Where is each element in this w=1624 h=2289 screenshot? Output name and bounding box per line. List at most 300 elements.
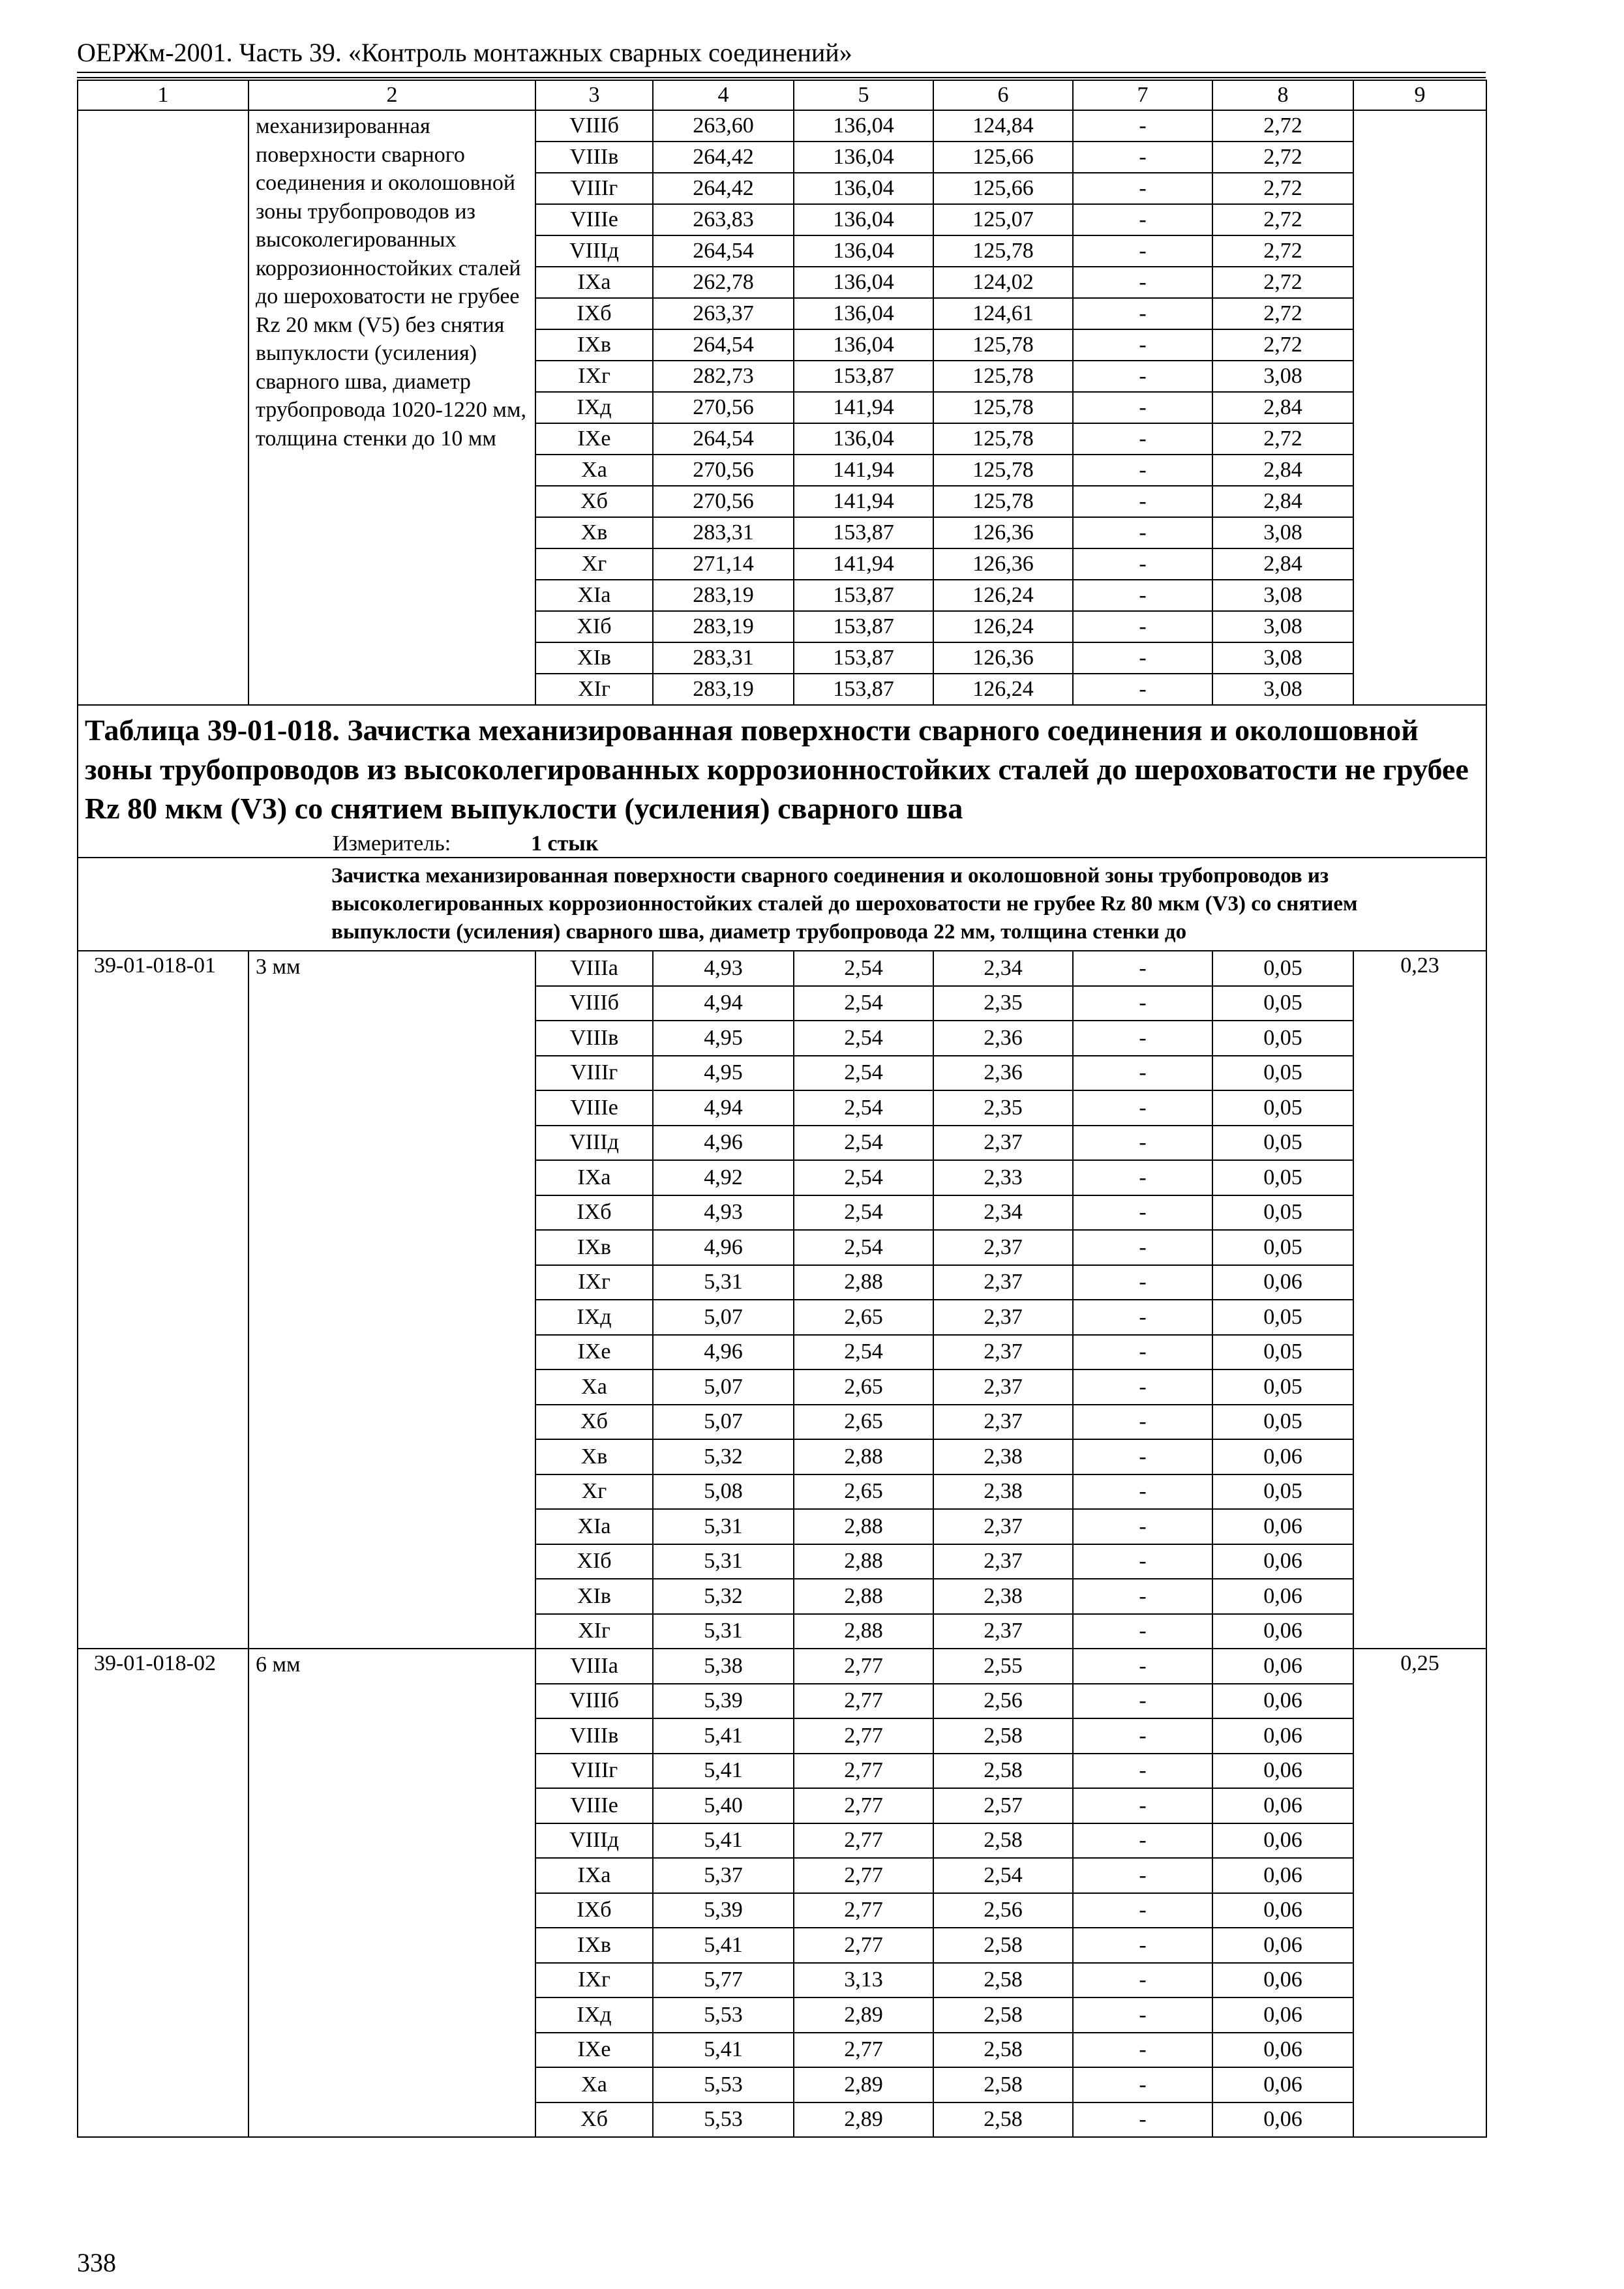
cell-machinist-wages: 2,72 [1212, 110, 1353, 142]
cell-machine-cost: 125,78 [933, 235, 1073, 267]
cell-machinist-wages: 0,05 [1212, 1160, 1353, 1195]
cell-labor-cost: 2,77 [794, 1893, 933, 1928]
cell-machinist-wages: 0,05 [1212, 1056, 1353, 1091]
cell-labor-cost: 2,77 [794, 1788, 933, 1823]
cell-materials-cost: - [1073, 674, 1212, 705]
measurement-unit [85, 828, 1478, 857]
cell-total-cost: 5,40 [653, 1788, 794, 1823]
cell-total-cost: 5,07 [653, 1369, 794, 1405]
cell-materials-cost: - [1073, 1160, 1212, 1195]
cell-materials-cost: - [1073, 486, 1212, 517]
cell-resource-class: VIIIд [535, 235, 653, 267]
cell-resource-class: VIIIб [535, 986, 653, 1021]
cell-machinist-wages: 0,06 [1212, 1265, 1353, 1300]
table-row [78, 1649, 1486, 1684]
cell-machinist-wages: 0,05 [1212, 1369, 1353, 1405]
cell-resource-class: VIIIе [535, 1090, 653, 1126]
column-number-7: 7 [1073, 80, 1212, 110]
cell-total-cost: 5,39 [653, 1893, 794, 1928]
cell-labor-cost: 2,65 [794, 1300, 933, 1335]
cell-labor-cost: 2,65 [794, 1405, 933, 1440]
cell-labor-cost: 2,77 [794, 2033, 933, 2068]
cell-labor-cost: 2,54 [794, 1230, 933, 1265]
cell-materials-cost: - [1073, 2067, 1212, 2102]
cell-resource-class: Xб [535, 486, 653, 517]
column-number-3: 3 [535, 80, 653, 110]
cell-materials-cost: - [1073, 392, 1212, 423]
cell-machinist-wages: 0,06 [1212, 1858, 1353, 1893]
cell-labor-cost: 2,54 [794, 1195, 933, 1231]
cell-machine-cost: 2,37 [933, 1509, 1073, 1544]
cell-total-cost: 271,14 [653, 548, 794, 580]
cell-total-cost: 4,94 [653, 986, 794, 1021]
cell-materials-cost: - [1073, 1858, 1212, 1893]
cell-labor-cost: 2,54 [794, 951, 933, 986]
cell-materials-cost: - [1073, 361, 1212, 392]
cell-machinist-wages: 3,08 [1212, 361, 1353, 392]
cell-total-cost: 5,53 [653, 2102, 794, 2138]
work-description: механизированная поверхности сварного соединения и околошовной зоны трубопроводов из высоколегированных коррозионностойких сталей до шероховатости не грубее Rz 20 мкм (V5) без снятия выпуклости (усиления) сварного шва, диаметр трубопровода 1020-1220 мм, толщина стенки до 10 мм [248, 110, 535, 705]
cell-labor-cost: 2,54 [794, 1335, 933, 1370]
cell-machine-cost: 2,58 [933, 2033, 1073, 2068]
cell-resource-class: IXе [535, 2033, 653, 2068]
cell-total-cost: 283,31 [653, 517, 794, 548]
cell-total-cost: 5,77 [653, 1963, 794, 1998]
cell-machinist-wages: 0,06 [1212, 1509, 1353, 1544]
cell-materials-cost: - [1073, 1056, 1212, 1091]
cell-total-cost: 263,60 [653, 110, 794, 142]
cell-materials-cost: - [1073, 298, 1212, 329]
cell-machinist-wages: 0,06 [1212, 1684, 1353, 1719]
cell-resource-class: Xа [535, 455, 653, 486]
cell-machinist-wages: 0,06 [1212, 1718, 1353, 1754]
cell-machine-cost: 2,38 [933, 1579, 1073, 1614]
cell-labor-cost: 136,04 [794, 329, 933, 361]
cell-total-cost: 5,32 [653, 1579, 794, 1614]
cell-labor-cost: 2,54 [794, 986, 933, 1021]
cell-materials-cost: - [1073, 1649, 1212, 1684]
cell-labor-cost: 136,04 [794, 110, 933, 142]
cell-total-cost: 5,32 [653, 1439, 794, 1474]
cell-materials-cost: - [1073, 2033, 1212, 2068]
table-section-header [78, 705, 1486, 858]
cell-total-cost: 283,19 [653, 580, 794, 611]
cell-resource-class: IXе [535, 423, 653, 455]
cell-machinist-wages: 0,05 [1212, 1300, 1353, 1335]
cell-labor-cost: 141,94 [794, 486, 933, 517]
cell-machinist-wages: 0,05 [1212, 951, 1353, 986]
cell-labor-cost: 2,77 [794, 1649, 933, 1684]
measurement-label: Измеритель: [333, 831, 451, 856]
cell-resource-class: VIIIд [535, 1126, 653, 1161]
cell-labor-cost: 2,54 [794, 1160, 933, 1195]
cell-materials-cost: - [1073, 173, 1212, 204]
cell-labor-cost: 153,87 [794, 611, 933, 642]
cell-machine-cost: 124,02 [933, 267, 1073, 298]
cell-resource-class: IXд [535, 1300, 653, 1335]
cell-machinist-wages: 0,06 [1212, 1544, 1353, 1579]
cell-materials-cost: - [1073, 204, 1212, 235]
cell-machine-cost: 125,66 [933, 142, 1073, 173]
cell-machine-cost: 2,37 [933, 1265, 1073, 1300]
cell-machine-cost: 125,78 [933, 392, 1073, 423]
cell-materials-cost: - [1073, 1126, 1212, 1161]
cell-materials-cost: - [1073, 329, 1212, 361]
cell-total-cost: 5,41 [653, 1718, 794, 1754]
cell-labor-cost: 136,04 [794, 267, 933, 298]
cell-labor-cost: 2,54 [794, 1126, 933, 1161]
cell-labor-cost: 2,89 [794, 2067, 933, 2102]
cell-labor-cost: 2,89 [794, 1997, 933, 2033]
cell-machine-cost: 2,58 [933, 1928, 1073, 1963]
cell-labor-cost: 136,04 [794, 142, 933, 173]
cell-total-cost: 264,54 [653, 329, 794, 361]
cell-machinist-wages: 0,06 [1212, 2102, 1353, 2138]
cell-machinist-wages: 3,08 [1212, 674, 1353, 705]
cell-labor-cost: 136,04 [794, 298, 933, 329]
cell-machine-cost: 125,78 [933, 361, 1073, 392]
cell-total-cost: 282,73 [653, 361, 794, 392]
cell-materials-cost: - [1073, 1579, 1212, 1614]
column-9-value: 0,23 [1353, 951, 1486, 1649]
table-row [78, 110, 1486, 142]
cell-total-cost: 270,56 [653, 392, 794, 423]
cell-machinist-wages: 0,06 [1212, 1823, 1353, 1859]
cell-resource-class: IXв [535, 1230, 653, 1265]
cell-resource-class: VIIIг [535, 1056, 653, 1091]
cell-resource-class: IXб [535, 1893, 653, 1928]
cell-materials-cost: - [1073, 1090, 1212, 1126]
cell-labor-cost: 3,13 [794, 1963, 933, 1998]
cell-labor-cost: 141,94 [794, 548, 933, 580]
cell-resource-class: VIIIа [535, 1649, 653, 1684]
cell-resource-class: VIIIд [535, 1823, 653, 1859]
column-number-1: 1 [78, 80, 248, 110]
cell-total-cost: 5,37 [653, 1858, 794, 1893]
cell-machine-cost: 2,57 [933, 1788, 1073, 1823]
cell-machinist-wages: 0,06 [1212, 1997, 1353, 2033]
cell-total-cost: 283,19 [653, 674, 794, 705]
cell-total-cost: 5,41 [653, 1754, 794, 1789]
cell-total-cost: 5,38 [653, 1649, 794, 1684]
cell-machinist-wages: 0,06 [1212, 2067, 1353, 2102]
cell-resource-class: Xа [535, 1369, 653, 1405]
column-number-2: 2 [248, 80, 535, 110]
cell-machine-cost: 2,55 [933, 1649, 1073, 1684]
cell-total-cost: 5,53 [653, 2067, 794, 2102]
cell-resource-class: VIIIг [535, 173, 653, 204]
cell-machinist-wages: 0,05 [1212, 1230, 1353, 1265]
cell-resource-class: IXд [535, 1997, 653, 2033]
cell-labor-cost: 2,65 [794, 1369, 933, 1405]
cell-materials-cost: - [1073, 1021, 1212, 1056]
cell-machinist-wages: 0,05 [1212, 1021, 1353, 1056]
cell-resource-class: Xг [535, 1474, 653, 1510]
cell-machine-cost: 126,36 [933, 548, 1073, 580]
cell-total-cost: 5,41 [653, 2033, 794, 2068]
section-title-row [78, 705, 1486, 858]
cell-resource-class: XIв [535, 642, 653, 674]
cell-labor-cost: 2,88 [794, 1579, 933, 1614]
cell-materials-cost: - [1073, 1963, 1212, 1998]
cell-resource-class: XIа [535, 580, 653, 611]
cell-materials-cost: - [1073, 2102, 1212, 2138]
cell-total-cost: 264,54 [653, 423, 794, 455]
cell-materials-cost: - [1073, 1684, 1212, 1719]
cell-resource-class: XIб [535, 611, 653, 642]
cell-materials-cost: - [1073, 455, 1212, 486]
cell-materials-cost: - [1073, 1544, 1212, 1579]
cell-materials-cost: - [1073, 517, 1212, 548]
cell-total-cost: 262,78 [653, 267, 794, 298]
cell-machinist-wages: 3,08 [1212, 580, 1353, 611]
cell-total-cost: 5,53 [653, 1997, 794, 2033]
cell-resource-class: IXг [535, 1963, 653, 1998]
cell-labor-cost: 136,04 [794, 235, 933, 267]
cell-materials-cost: - [1073, 1788, 1212, 1823]
cell-machine-cost: 2,38 [933, 1474, 1073, 1510]
cell-machine-cost: 126,24 [933, 611, 1073, 642]
cell-machine-cost: 2,33 [933, 1160, 1073, 1195]
measurement-value: 1 стык [531, 831, 599, 856]
wall-thickness: 6 мм [248, 1649, 535, 2137]
cell-labor-cost: 136,04 [794, 204, 933, 235]
cell-total-cost: 263,83 [653, 204, 794, 235]
cell-machinist-wages: 0,06 [1212, 1788, 1353, 1823]
cell-resource-class: IXв [535, 329, 653, 361]
cell-machinist-wages: 2,72 [1212, 298, 1353, 329]
cell-machine-cost: 2,37 [933, 1126, 1073, 1161]
cell-resource-class: IXг [535, 1265, 653, 1300]
cell-labor-cost: 153,87 [794, 642, 933, 674]
cell-labor-cost: 2,54 [794, 1056, 933, 1091]
column-number-4: 4 [653, 80, 794, 110]
cell-total-cost: 5,07 [653, 1405, 794, 1440]
cell-resource-class: VIIIг [535, 1754, 653, 1789]
cell-machine-cost: 2,36 [933, 1021, 1073, 1056]
cell-total-cost: 264,42 [653, 173, 794, 204]
cell-resource-class: IXв [535, 1928, 653, 1963]
cell-labor-cost: 136,04 [794, 423, 933, 455]
cell-resource-class: VIIIб [535, 110, 653, 142]
cell-total-cost: 270,56 [653, 455, 794, 486]
cell-labor-cost: 2,88 [794, 1439, 933, 1474]
cell-labor-cost: 2,89 [794, 2102, 933, 2138]
cell-machinist-wages: 0,05 [1212, 986, 1353, 1021]
cell-labor-cost: 2,77 [794, 1823, 933, 1859]
cell-machinist-wages: 2,72 [1212, 423, 1353, 455]
cell-machinist-wages: 2,72 [1212, 204, 1353, 235]
cell-machinist-wages: 0,05 [1212, 1405, 1353, 1440]
cell-materials-cost: - [1073, 423, 1212, 455]
cell-total-cost: 263,37 [653, 298, 794, 329]
norm-code: 39-01-018-01 [78, 951, 248, 1649]
cell-machinist-wages: 0,06 [1212, 1928, 1353, 1963]
cell-materials-cost: - [1073, 1509, 1212, 1544]
cell-machine-cost: 126,24 [933, 674, 1073, 705]
cell-materials-cost: - [1073, 1300, 1212, 1335]
cell-resource-class: VIIIв [535, 1021, 653, 1056]
cell-resource-class: VIIIв [535, 142, 653, 173]
cell-materials-cost: - [1073, 951, 1212, 986]
cell-machinist-wages: 2,84 [1212, 548, 1353, 580]
cell-machine-cost: 2,56 [933, 1893, 1073, 1928]
cell-total-cost: 283,19 [653, 611, 794, 642]
cell-machinist-wages: 0,06 [1212, 1754, 1353, 1789]
cell-resource-class: IXа [535, 1160, 653, 1195]
cell-machine-cost: 126,36 [933, 517, 1073, 548]
cell-materials-cost: - [1073, 1369, 1212, 1405]
cell-materials-cost: - [1073, 1823, 1212, 1859]
cell-machine-cost: 2,56 [933, 1684, 1073, 1719]
cell-total-cost: 270,56 [653, 486, 794, 517]
cell-total-cost: 4,92 [653, 1160, 794, 1195]
code-cell-empty [78, 110, 248, 705]
cell-machinist-wages: 3,08 [1212, 611, 1353, 642]
cell-materials-cost: - [1073, 1614, 1212, 1649]
cell-labor-cost: 2,77 [794, 1928, 933, 1963]
cell-total-cost: 5,08 [653, 1474, 794, 1510]
norms-table [77, 80, 1487, 2138]
cell-machine-cost: 125,78 [933, 455, 1073, 486]
cell-total-cost: 283,31 [653, 642, 794, 674]
cell-materials-cost: - [1073, 110, 1212, 142]
cell-resource-class: IXе [535, 1335, 653, 1370]
column-number-9: 9 [1353, 80, 1486, 110]
cell-machine-cost: 2,58 [933, 1823, 1073, 1859]
cell-machine-cost: 125,07 [933, 204, 1073, 235]
cell-machine-cost: 126,24 [933, 580, 1073, 611]
cell-machine-cost: 124,61 [933, 298, 1073, 329]
cell-materials-cost: - [1073, 1265, 1212, 1300]
cell-total-cost: 5,07 [653, 1300, 794, 1335]
cell-machine-cost: 126,36 [933, 642, 1073, 674]
cell-resource-class: VIIIб [535, 1684, 653, 1719]
cell-resource-class: XIг [535, 674, 653, 705]
cell-machinist-wages: 2,84 [1212, 486, 1353, 517]
cell-total-cost: 4,93 [653, 1195, 794, 1231]
cell-resource-class: Xв [535, 1439, 653, 1474]
cell-machine-cost: 125,78 [933, 486, 1073, 517]
cell-machine-cost: 2,58 [933, 1754, 1073, 1789]
cell-labor-cost: 2,65 [794, 1474, 933, 1510]
cell-machinist-wages: 0,05 [1212, 1195, 1353, 1231]
cell-materials-cost: - [1073, 267, 1212, 298]
cell-resource-class: IXд [535, 392, 653, 423]
cell-machine-cost: 2,34 [933, 951, 1073, 986]
cell-total-cost: 5,41 [653, 1928, 794, 1963]
work-description-note: Зачистка механизированная поверхности сварного соединения и околошовной зоны трубопроводов из высоколегированных коррозионностойких сталей до шероховатости не грубее Rz 80 мкм (V3) со снятием выпуклости (усиления) сварного шва, диаметр трубопровода 22 мм, толщина стенки до [78, 858, 1486, 951]
cell-total-cost: 4,96 [653, 1126, 794, 1161]
cell-machinist-wages: 0,06 [1212, 1649, 1353, 1684]
cell-labor-cost: 2,77 [794, 1718, 933, 1754]
cell-machinist-wages: 2,72 [1212, 329, 1353, 361]
cell-total-cost: 5,41 [653, 1823, 794, 1859]
cell-materials-cost: - [1073, 642, 1212, 674]
column-9-value: 0,25 [1353, 1649, 1486, 2137]
cell-labor-cost: 153,87 [794, 361, 933, 392]
cell-materials-cost: - [1073, 548, 1212, 580]
cell-materials-cost: - [1073, 1474, 1212, 1510]
cell-machine-cost: 125,78 [933, 329, 1073, 361]
table-row [78, 951, 1486, 986]
cell-total-cost: 4,95 [653, 1056, 794, 1091]
cell-labor-cost: 153,87 [794, 517, 933, 548]
cell-materials-cost: - [1073, 142, 1212, 173]
cell-labor-cost: 2,77 [794, 1858, 933, 1893]
cell-machinist-wages: 2,84 [1212, 455, 1353, 486]
header-rule [77, 72, 1486, 73]
cell-resource-class: IXг [535, 361, 653, 392]
cell-machine-cost: 2,58 [933, 1963, 1073, 1998]
cell-labor-cost: 153,87 [794, 580, 933, 611]
cell-labor-cost: 2,88 [794, 1544, 933, 1579]
cell-resource-class: IXа [535, 267, 653, 298]
cell-materials-cost: - [1073, 235, 1212, 267]
cell-total-cost: 5,31 [653, 1614, 794, 1649]
cell-labor-cost: 2,77 [794, 1684, 933, 1719]
cell-resource-class: XIг [535, 1614, 653, 1649]
cell-labor-cost: 2,77 [794, 1754, 933, 1789]
cell-materials-cost: - [1073, 580, 1212, 611]
cell-machine-cost: 2,37 [933, 1335, 1073, 1370]
cell-resource-class: VIIIв [535, 1718, 653, 1754]
cell-machinist-wages: 2,72 [1212, 267, 1353, 298]
cell-resource-class: IXа [535, 1858, 653, 1893]
norm-code: 39-01-018-02 [78, 1649, 248, 2137]
cell-machinist-wages: 0,05 [1212, 1474, 1353, 1510]
cell-machine-cost: 2,37 [933, 1230, 1073, 1265]
cell-resource-class: VIIIа [535, 951, 653, 986]
cell-materials-cost: - [1073, 986, 1212, 1021]
cell-labor-cost: 2,54 [794, 1090, 933, 1126]
cell-materials-cost: - [1073, 1439, 1212, 1474]
cell-resource-class: XIа [535, 1509, 653, 1544]
cell-machine-cost: 2,37 [933, 1369, 1073, 1405]
cell-machine-cost: 2,37 [933, 1300, 1073, 1335]
cell-resource-class: Xб [535, 2102, 653, 2138]
cell-machine-cost: 2,34 [933, 1195, 1073, 1231]
cell-labor-cost: 2,88 [794, 1509, 933, 1544]
header-rule-2 [77, 77, 1486, 78]
cell-resource-class: IXб [535, 1195, 653, 1231]
cell-labor-cost: 141,94 [794, 392, 933, 423]
cell-machine-cost: 2,38 [933, 1439, 1073, 1474]
cell-machine-cost: 2,54 [933, 1858, 1073, 1893]
cell-machinist-wages: 0,06 [1212, 1439, 1353, 1474]
cell-labor-cost: 2,88 [794, 1614, 933, 1649]
cell-machinist-wages: 0,06 [1212, 2033, 1353, 2068]
cell-machinist-wages: 0,06 [1212, 1614, 1353, 1649]
cell-materials-cost: - [1073, 1718, 1212, 1754]
cell-total-cost: 264,54 [653, 235, 794, 267]
cell-total-cost: 4,93 [653, 951, 794, 986]
cell-machine-cost: 2,37 [933, 1405, 1073, 1440]
cell-resource-class: XIв [535, 1579, 653, 1614]
cell-machinist-wages: 2,72 [1212, 142, 1353, 173]
cell-machine-cost: 125,78 [933, 423, 1073, 455]
cell-materials-cost: - [1073, 1230, 1212, 1265]
cell-machine-cost: 2,58 [933, 1718, 1073, 1754]
cell-resource-class: VIIIе [535, 1788, 653, 1823]
cell-machinist-wages: 2,72 [1212, 235, 1353, 267]
column-numbers-row [78, 80, 1486, 110]
cell-total-cost: 5,31 [653, 1544, 794, 1579]
cell-machinist-wages: 3,08 [1212, 642, 1353, 674]
cell-machinist-wages: 3,08 [1212, 517, 1353, 548]
cell-resource-class: VIIIе [535, 204, 653, 235]
cell-labor-cost: 2,88 [794, 1265, 933, 1300]
